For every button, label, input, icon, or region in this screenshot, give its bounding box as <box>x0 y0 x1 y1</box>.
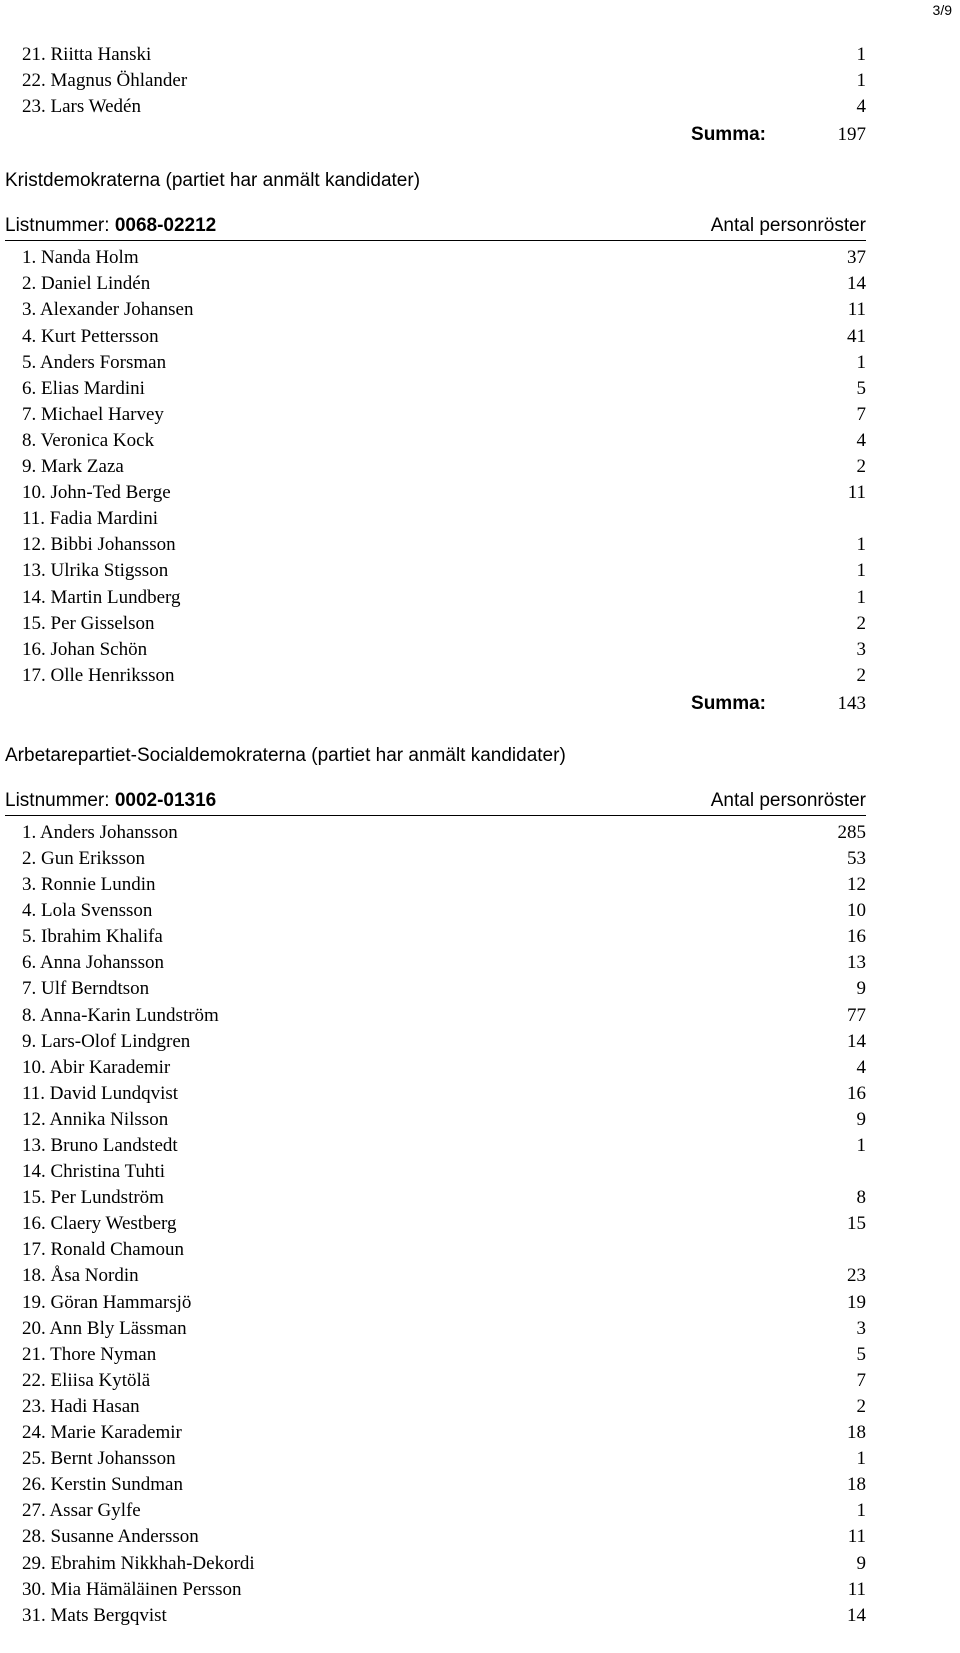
candidate-name: 23. Hadi Hasan <box>22 1395 140 1417</box>
list-number-label <box>5 787 216 815</box>
candidate-row <box>0 532 866 558</box>
candidate-row <box>0 1081 866 1107</box>
candidate-votes: 23 <box>847 1265 866 1287</box>
candidate-row <box>0 271 866 297</box>
list-label: Listnummer: <box>5 789 110 811</box>
candidate-row <box>0 68 866 94</box>
candidate-name: 5. Ibrahim Khalifa <box>22 926 163 948</box>
candidate-name: 6. Anna Johansson <box>22 952 164 974</box>
list-number-label <box>5 212 216 240</box>
candidate-name: 15. Per Gisselson <box>22 612 155 634</box>
list-header <box>5 787 866 816</box>
candidate-votes: 4 <box>856 429 866 451</box>
candidate-row <box>0 663 866 689</box>
candidate-votes: 11 <box>847 1526 866 1548</box>
candidate-name: 28. Susanne Andersson <box>22 1526 199 1548</box>
candidate-row <box>0 611 866 637</box>
candidate-row <box>0 1290 866 1316</box>
candidate-votes: 19 <box>847 1291 866 1313</box>
candidate-votes: 1 <box>856 1448 866 1470</box>
candidate-name: 17. Olle Henriksson <box>22 664 175 686</box>
section-continuation <box>0 42 866 150</box>
list-header <box>5 212 866 241</box>
candidate-votes: 7 <box>856 403 866 425</box>
candidate-name: 7. Ulf Berndtson <box>22 978 150 1000</box>
candidate-name: 21. Riitta Hanski <box>22 44 152 65</box>
candidate-votes: 37 <box>847 247 866 269</box>
candidate-name: 10. John-Ted Berge <box>22 482 171 504</box>
candidate-votes: 1 <box>856 560 866 582</box>
candidate-row <box>0 480 866 506</box>
candidate-votes: 1 <box>856 70 866 92</box>
candidate-votes: 2 <box>856 456 866 478</box>
candidate-row <box>0 94 866 120</box>
candidate-row <box>0 898 866 924</box>
candidate-name: 25. Bernt Johansson <box>22 1448 176 1470</box>
candidate-name: 9. Lars-Olof Lindgren <box>22 1030 191 1052</box>
candidate-name: 22. Magnus Öhlander <box>22 70 188 92</box>
candidate-row <box>0 872 866 898</box>
candidate-votes: 18 <box>847 1422 866 1444</box>
candidate-list <box>0 42 866 120</box>
candidate-votes: 8 <box>856 1187 866 1209</box>
candidate-votes: 2 <box>856 664 866 686</box>
candidate-name: 10. Abir Karademir <box>22 1056 171 1078</box>
candidate-row <box>0 350 866 376</box>
candidate-name: 18. Åsa Nordin <box>22 1265 139 1287</box>
candidate-name: 13. Ulrika Stigsson <box>22 560 169 582</box>
candidate-row <box>0 1472 866 1498</box>
candidate-votes: 18 <box>847 1474 866 1496</box>
candidate-votes: 14 <box>847 1604 866 1626</box>
summa-row <box>0 689 866 719</box>
candidate-row <box>0 324 866 350</box>
candidate-name: 8. Veronica Kock <box>22 429 155 451</box>
candidate-name: 31. Mats Bergqvist <box>22 1604 167 1626</box>
candidate-row <box>0 297 866 323</box>
candidate-row <box>0 376 866 402</box>
candidate-votes: 5 <box>856 1343 866 1365</box>
candidate-row <box>0 637 866 663</box>
candidate-votes: 11 <box>847 1578 866 1600</box>
candidate-votes: 4 <box>856 96 866 118</box>
candidate-votes: 41 <box>847 325 866 347</box>
page-number: 3/9 <box>932 2 952 18</box>
candidate-row <box>0 1498 866 1524</box>
candidate-name: 24. Marie Karademir <box>22 1422 182 1444</box>
candidate-votes: 285 <box>837 821 866 843</box>
candidate-row <box>0 846 866 872</box>
candidate-name: 27. Assar Gylfe <box>22 1500 141 1522</box>
candidate-name: 3. Alexander Johansen <box>22 299 194 321</box>
candidate-name: 21. Thore Nyman <box>22 1343 157 1365</box>
candidate-name: 14. Martin Lundberg <box>22 586 181 608</box>
candidate-name: 14. Christina Tuhti <box>22 1161 166 1183</box>
candidate-name: 5. Anders Forsman <box>22 351 167 373</box>
candidate-row <box>0 820 866 846</box>
list-number: 0068-02212 <box>114 215 217 237</box>
candidate-votes: 1 <box>856 351 866 373</box>
candidate-votes: 9 <box>856 1108 866 1130</box>
candidate-row <box>0 585 866 611</box>
candidate-votes: 5 <box>856 377 866 399</box>
candidate-votes: 1 <box>856 1135 866 1156</box>
candidate-row <box>0 1368 866 1394</box>
candidate-row <box>0 1237 866 1263</box>
candidate-row <box>0 1342 866 1368</box>
summa-label: Summa: <box>691 692 766 714</box>
list-label: Listnummer: <box>5 215 110 237</box>
candidate-name: 2. Daniel Lindén <box>22 273 151 295</box>
candidate-row <box>0 1603 866 1629</box>
candidate-name: 1. Anders Johansson <box>22 821 178 843</box>
candidate-votes: 14 <box>847 1030 866 1052</box>
candidate-name: 1. Nanda Holm <box>22 247 139 269</box>
candidate-row <box>0 1133 866 1159</box>
candidate-votes: 1 <box>856 534 866 556</box>
candidate-row <box>0 1446 866 1472</box>
candidate-name: 29. Ebrahim Nikkhah-Dekordi <box>22 1552 255 1574</box>
list-number: 0002-01316 <box>114 789 217 811</box>
candidate-row <box>0 454 866 480</box>
section-kristdemokraterna <box>0 164 866 719</box>
column-header-votes: Antal personröster <box>710 789 866 811</box>
candidate-votes: 16 <box>847 926 866 948</box>
candidate-name: 12. Annika Nilsson <box>22 1108 169 1130</box>
candidate-row <box>0 976 866 1002</box>
candidate-row <box>0 1420 866 1446</box>
candidate-row <box>0 506 866 532</box>
candidate-name: 30. Mia Hämäläinen Persson <box>22 1578 242 1600</box>
candidate-row <box>0 1055 866 1081</box>
candidate-votes: 16 <box>847 1082 866 1104</box>
summa-label: Summa: <box>691 124 766 146</box>
candidate-votes: 14 <box>847 273 866 295</box>
candidate-row <box>0 402 866 428</box>
candidate-name: 8. Anna-Karin Lundström <box>22 1004 219 1026</box>
candidate-votes: 11 <box>847 482 866 504</box>
candidate-name: 22. Eliisa Kytölä <box>22 1369 151 1391</box>
candidate-name: 12. Bibbi Johansson <box>22 534 176 556</box>
candidate-name: 13. Bruno Landstedt <box>22 1135 178 1156</box>
candidate-votes: 11 <box>847 299 866 321</box>
candidate-name: 26. Kerstin Sundman <box>22 1474 183 1496</box>
candidate-name: 7. Michael Harvey <box>22 403 164 425</box>
candidate-votes: 1 <box>856 44 866 65</box>
candidate-votes: 9 <box>856 978 866 1000</box>
document-content <box>0 42 866 1629</box>
candidate-row <box>0 1263 866 1289</box>
candidate-row <box>0 1394 866 1420</box>
candidate-votes: 77 <box>847 1004 866 1026</box>
candidate-row <box>0 1185 866 1211</box>
candidate-row <box>0 1003 866 1029</box>
candidate-name: 16. Claery Westberg <box>22 1213 177 1235</box>
candidate-row <box>0 1029 866 1055</box>
candidate-votes: 4 <box>856 1056 866 1078</box>
candidate-name: 4. Lola Svensson <box>22 900 153 922</box>
summa-value: 197 <box>837 124 866 146</box>
party-title: Arbetarepartiet-Socialdemokraterna (partiet har anmält kandidater) <box>5 744 566 766</box>
candidate-row <box>0 1524 866 1550</box>
candidate-name: 11. David Lundqvist <box>22 1082 179 1104</box>
candidate-row <box>0 1577 866 1603</box>
candidate-row <box>0 245 866 271</box>
candidate-row <box>0 1316 866 1342</box>
candidate-row <box>0 1551 866 1577</box>
candidate-list <box>0 245 866 689</box>
candidate-name: 4. Kurt Pettersson <box>22 325 159 347</box>
candidate-name: 2. Gun Eriksson <box>22 847 145 869</box>
candidate-name: 17. Ronald Chamoun <box>22 1239 185 1261</box>
candidate-name: 23. Lars Wedén <box>22 96 141 118</box>
candidate-votes: 9 <box>856 1552 866 1574</box>
candidate-row <box>0 1211 866 1237</box>
candidate-list <box>0 820 866 1629</box>
candidate-votes: 2 <box>856 612 866 634</box>
candidate-votes: 12 <box>847 874 866 896</box>
candidate-name: 16. Johan Schön <box>22 638 148 660</box>
candidate-row <box>0 428 866 454</box>
candidate-votes: 15 <box>847 1213 866 1235</box>
summa-value: 143 <box>837 692 866 714</box>
candidate-votes: 3 <box>856 1317 866 1339</box>
candidate-row <box>0 558 866 584</box>
candidate-votes: 13 <box>847 952 866 974</box>
candidate-name: 3. Ronnie Lundin <box>22 874 156 896</box>
candidate-name: 11. Fadia Mardini <box>22 508 158 530</box>
candidate-votes: 1 <box>856 586 866 608</box>
candidate-row <box>0 1159 866 1185</box>
candidate-row <box>0 924 866 950</box>
candidate-votes: 1 <box>856 1500 866 1522</box>
candidate-name: 15. Per Lundström <box>22 1187 164 1209</box>
candidate-name: 6. Elias Mardini <box>22 377 145 399</box>
candidate-name: 19. Göran Hammarsjö <box>22 1291 192 1313</box>
candidate-votes: 10 <box>847 900 866 922</box>
party-title: Kristdemokraterna (partiet har anmält kandidater) <box>5 170 421 192</box>
candidate-row <box>0 1107 866 1133</box>
candidate-votes: 2 <box>856 1395 866 1417</box>
candidate-votes: 53 <box>847 847 866 869</box>
candidate-row <box>0 950 866 976</box>
candidate-name: 9. Mark Zaza <box>22 456 124 478</box>
candidate-row <box>0 42 866 68</box>
candidate-name: 20. Ann Bly Lässman <box>22 1317 187 1339</box>
summa-row <box>0 120 866 150</box>
column-header-votes: Antal personröster <box>710 215 866 237</box>
section-socialdemokraterna <box>0 739 866 1629</box>
candidate-votes: 7 <box>856 1369 866 1391</box>
candidate-votes: 3 <box>856 638 866 660</box>
